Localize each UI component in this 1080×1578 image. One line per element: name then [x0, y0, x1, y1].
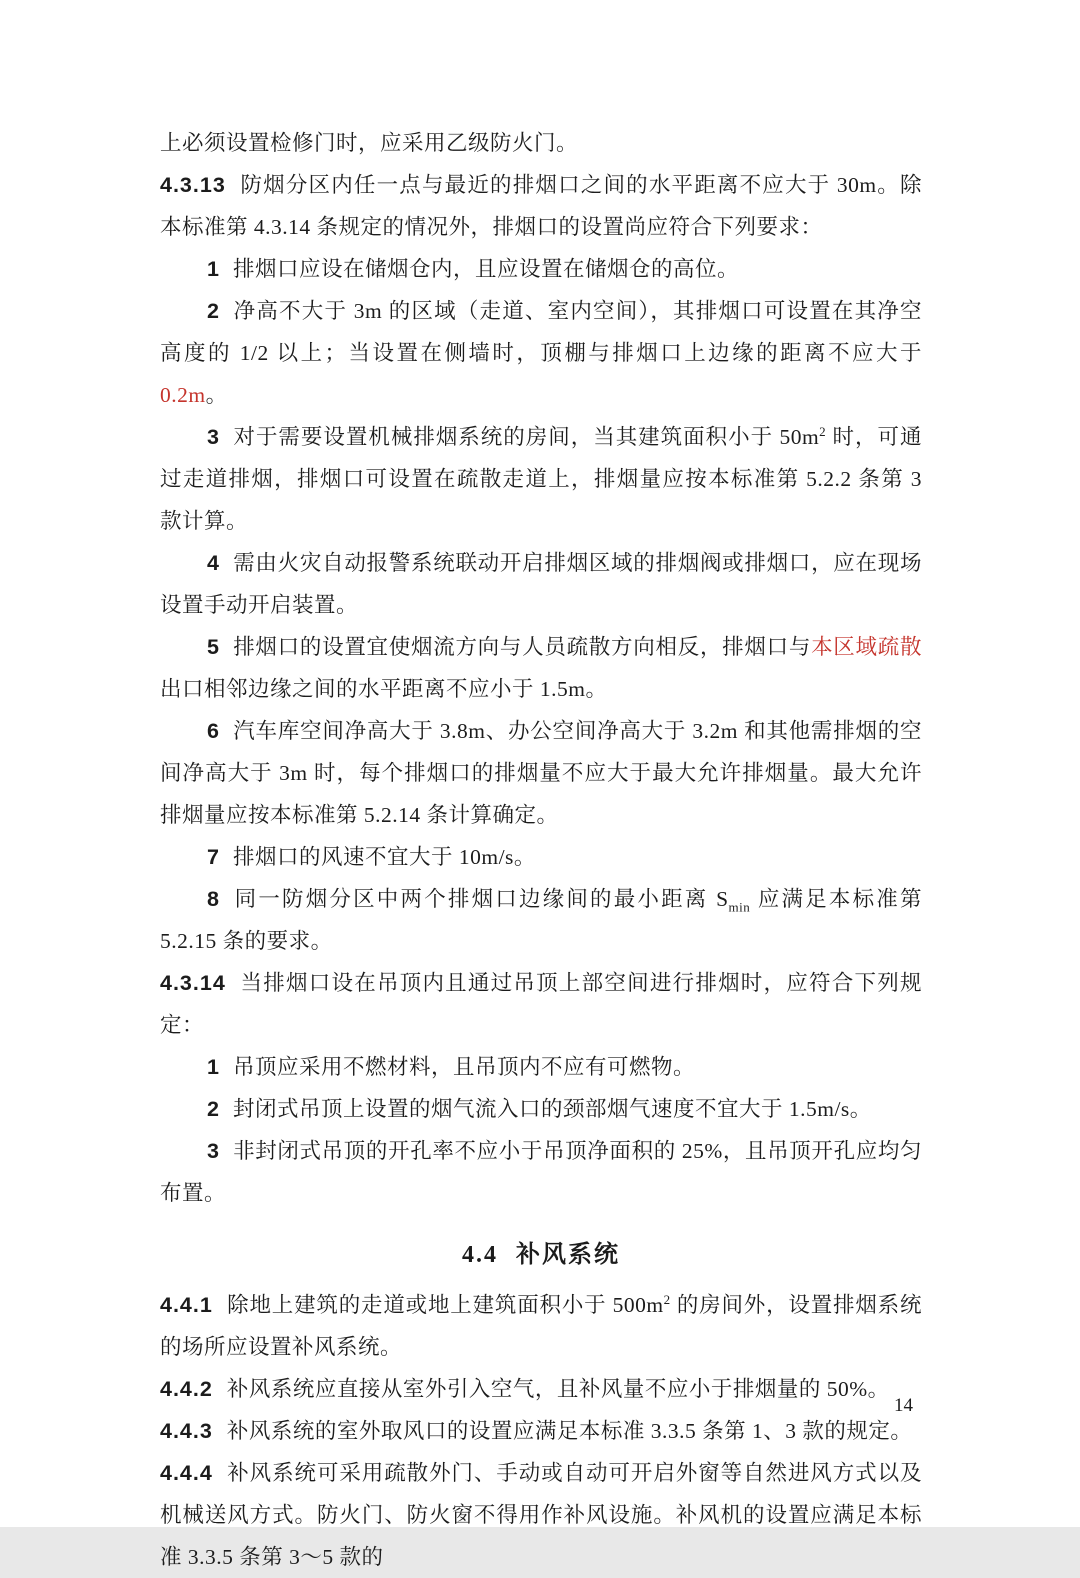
text-run: 补风系统 [516, 1242, 620, 1268]
item-number-label: 7 [207, 845, 220, 869]
text-run: 防烟分区内任一点与最近的排烟口之间的水平距离不应大于 30m。除本标准第 4.3.14 条规定的情况外，排烟口的设置尚应符合下列要求： [160, 173, 922, 239]
list-item-paragraph [160, 1130, 922, 1214]
text-run: 非封闭式吊顶的开孔率不应小于吊顶净面积的 25%，且吊顶开孔应均匀布置。 [160, 1139, 922, 1205]
item-number-label: 1 [207, 1055, 220, 1079]
item-number-label: 4 [207, 551, 220, 575]
text-run: 除地上建筑的走道或地上建筑面积小于 500m [226, 1293, 664, 1317]
item-number-label: 3 [207, 1139, 220, 1163]
list-item-paragraph [160, 836, 922, 878]
item-number-label: 1 [207, 257, 220, 281]
text-run: 封闭式吊顶上设置的烟气流入口的颈部烟气速度不宜大于 1.5m/s。 [232, 1097, 872, 1121]
list-item-paragraph [160, 1088, 922, 1130]
clause-number-label: 4.4.4 [160, 1461, 213, 1485]
clause-number-label: 4.3.13 [160, 173, 226, 197]
list-item-paragraph [160, 1046, 922, 1088]
page-number: 14 [894, 1395, 913, 1416]
item-number-label: 5 [207, 635, 220, 659]
text-run: 。 [205, 383, 228, 407]
clause-paragraph [160, 1284, 922, 1368]
item-number-label: 6 [207, 719, 220, 743]
clause-number-label: 4.3.14 [160, 971, 226, 995]
body-paragraph [160, 122, 922, 164]
text-run: 补风系统的室外取风口的设置应满足本标准 3.3.5 条第 1、3 款的规定。 [226, 1419, 913, 1443]
list-item-paragraph [160, 248, 922, 290]
text-run: 2 [819, 423, 827, 439]
heading-number-label: 4.4 [462, 1242, 498, 1268]
document-content [160, 122, 922, 1578]
list-item-paragraph [160, 626, 922, 710]
item-number-label: 2 [207, 1097, 220, 1121]
text-run: 当排烟口设在吊顶内且通过吊顶上部空间进行排烟时，应符合下列规定： [160, 971, 922, 1037]
list-item-paragraph [160, 878, 922, 962]
clause-number-label: 4.4.3 [160, 1419, 213, 1443]
section-heading [160, 1234, 922, 1276]
text-run: 吊顶应采用不燃材料，且吊顶内不应有可燃物。 [232, 1055, 695, 1079]
text-run: 补风系统应直接从室外引入空气，且补风量不应小于排烟量的 50%。 [226, 1377, 890, 1401]
item-number-label: 3 [207, 425, 220, 449]
text-run: 排烟口应设在储烟仓内，且应设置在储烟仓的高位。 [232, 257, 739, 281]
text-run: 应满足本标准第 5.2.15 条的要求。 [160, 887, 922, 953]
text-run: 的房间外，设置排烟系统的场所应设置补风系统。 [160, 1293, 922, 1359]
text-run: 2 [663, 1291, 671, 1307]
text-run: 排烟口的设置宜使烟流方向与人员疏散方向相反，排烟口与 [232, 635, 812, 659]
list-item-paragraph [160, 416, 922, 542]
text-run: 补风系统可采用疏散外门、手动或自动可开启外窗等自然进风方式以及机械送风方式。防火门、防火窗不得用作补风设施。补风机的设置应满足本标准 3.3.5 条第 3～5 款的 [160, 1461, 922, 1569]
text-run: 汽车库空间净高大于 3.8m、办公空间净高大于 3.2m 和其他需排烟的空间净高大于 3m 时，每个排烟口的排烟量不应大于最大允许排烟量。最大允许排烟量应按本标准第 5.2.14 条计算确定。 [160, 719, 922, 827]
highlighted-text: 0.2m [160, 383, 206, 407]
text-run: 对于需要设置机械排烟系统的房间，当其建筑面积小于 50m [232, 425, 820, 449]
clause-paragraph [160, 962, 922, 1046]
text-run: min [728, 899, 751, 915]
item-number-label: 8 [207, 887, 220, 911]
text-run: 净高不大于 3m 的区域（走道、室内空间），其排烟口可设置在其净空高度的 1/2 以上；当设置在侧墙时，顶棚与排烟口上边缘的距离不应大于 [160, 299, 922, 365]
item-number-label: 2 [207, 299, 220, 323]
clause-number-label: 4.4.2 [160, 1377, 213, 1401]
list-item-paragraph [160, 710, 922, 836]
text-run: 同一防烟分区中两个排烟口边缘间的最小距离 S [232, 887, 729, 911]
list-item-paragraph [160, 290, 922, 416]
clause-paragraph [160, 164, 922, 248]
clause-paragraph [160, 1452, 922, 1578]
clause-paragraph [160, 1368, 922, 1410]
list-item-paragraph [160, 542, 922, 626]
text-run: 时，可通过走道排烟，排烟口可设置在疏散走道上，排烟量应按本标准第 5.2.2 条第 3 款计算。 [160, 425, 922, 533]
text-run: 需由火灾自动报警系统联动开启排烟区域的排烟阀或排烟口，应在现场设置手动开启装置。 [160, 551, 922, 617]
highlighted-text: 本区域疏散 [811, 635, 922, 659]
clause-paragraph [160, 1410, 922, 1452]
text-run: 排烟口的风速不宜大于 10m/s。 [232, 845, 536, 869]
clause-number-label: 4.4.1 [160, 1293, 213, 1317]
text-run: 出口相邻边缘之间的水平距离不应小于 1.5m。 [160, 677, 608, 701]
text-run: 上必须设置检修门时，应采用乙级防火门。 [160, 131, 579, 155]
